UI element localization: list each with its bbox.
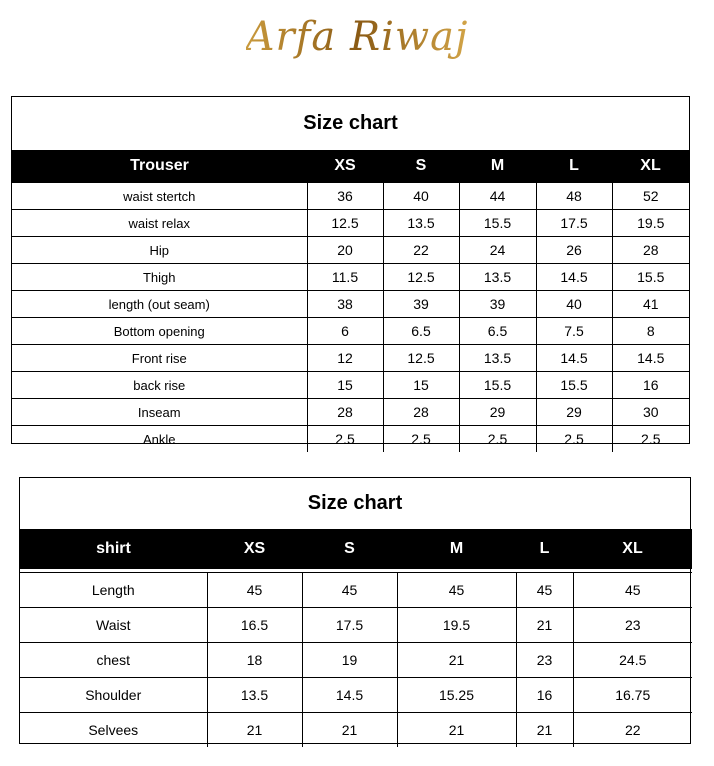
shirt-size-value: 21 [516,608,573,643]
shirt-size-value: 16.75 [573,678,692,713]
shirt-measurement-label: Selvees [20,713,207,748]
trouser-header-row [12,150,689,183]
trouser-size-value: 12 [307,345,383,372]
trouser-size-value: 44 [459,183,536,210]
trouser-table-row [12,291,689,318]
trouser-size-value: 15 [307,372,383,399]
trouser-size-value: 29 [536,399,612,426]
trouser-size-value: 13.5 [459,345,536,372]
trouser-size-value: 14.5 [536,264,612,291]
trouser-measurement-label: waist stertch [12,183,307,210]
brand-logo [0,14,714,60]
shirt-table-row [20,573,692,608]
trouser-size-value: 24 [459,237,536,264]
trouser-table-row [12,183,689,210]
trouser-size-value: 2.5 [459,426,536,453]
trouser-size-value: 12.5 [383,264,459,291]
trouser-header-xs: XS [307,150,383,183]
trouser-size-value: 16 [612,372,689,399]
trouser-measurement-label: Inseam [12,399,307,426]
trouser-header-m: M [459,150,536,183]
shirt-table-body [20,569,692,747]
trouser-size-value: 6.5 [459,318,536,345]
shirt-size-value: 17.5 [302,608,397,643]
trouser-size-value: 2.5 [383,426,459,453]
brand-logo-text: Arfa Riwaj [245,14,469,60]
trouser-header-l: L [536,150,612,183]
trouser-size-value: 13.5 [383,210,459,237]
shirt-header-measurement: shirt [20,529,207,569]
shirt-header-xs: XS [207,529,302,569]
trouser-size-chart [11,96,690,447]
trouser-measurement-label: waist relax [12,210,307,237]
trouser-header-measurement: Trouser [12,150,307,183]
shirt-size-table [20,529,692,747]
trouser-size-value: 12.5 [307,210,383,237]
shirt-size-value: 15.25 [397,678,516,713]
trouser-table-row [12,345,689,372]
shirt-size-chart [19,477,691,744]
trouser-size-value: 38 [307,291,383,318]
trouser-size-value: 28 [307,399,383,426]
trouser-table-row [12,372,689,399]
shirt-size-value: 18 [207,643,302,678]
shirt-size-value: 22 [573,713,692,748]
shirt-size-value: 16.5 [207,608,302,643]
trouser-size-value: 36 [307,183,383,210]
shirt-size-value: 21 [397,643,516,678]
trouser-size-value: 20 [307,237,383,264]
shirt-size-value: 21 [207,713,302,748]
trouser-size-value: 2.5 [536,426,612,453]
trouser-measurement-label: back rise [12,372,307,399]
trouser-size-value: 12.5 [383,345,459,372]
trouser-size-value: 48 [536,183,612,210]
trouser-size-value: 26 [536,237,612,264]
trouser-header-xl: XL [612,150,689,183]
trouser-size-value: 6 [307,318,383,345]
shirt-measurement-label: Length [20,573,207,608]
trouser-size-value: 6.5 [383,318,459,345]
shirt-size-value: 45 [207,573,302,608]
shirt-chart-title: Size chart [307,492,403,514]
shirt-size-value: 45 [397,573,516,608]
trouser-measurement-label: Thigh [12,264,307,291]
trouser-size-value: 52 [612,183,689,210]
trouser-table-row [12,318,689,345]
shirt-size-value: 24.5 [573,643,692,678]
shirt-table-row [20,713,692,748]
trouser-size-value: 2.5 [612,426,689,453]
trouser-size-value: 28 [612,237,689,264]
trouser-measurement-label: Ankle [12,426,307,453]
trouser-size-value: 15.5 [459,372,536,399]
trouser-size-value: 15.5 [459,210,536,237]
trouser-table-row [12,210,689,237]
trouser-size-value: 15.5 [536,372,612,399]
trouser-table-row [12,399,689,426]
shirt-size-value: 19.5 [397,608,516,643]
trouser-size-value: 30 [612,399,689,426]
shirt-table-row [20,643,692,678]
trouser-size-value: 14.5 [612,345,689,372]
shirt-size-value: 13.5 [207,678,302,713]
trouser-size-value: 2.5 [307,426,383,453]
shirt-size-value: 45 [516,573,573,608]
trouser-chart-title: Size chart [303,112,398,134]
shirt-header-xl: XL [573,529,692,569]
trouser-size-table [12,150,689,452]
shirt-size-value: 23 [516,643,573,678]
trouser-size-value: 41 [612,291,689,318]
trouser-size-value: 39 [383,291,459,318]
shirt-size-value: 21 [397,713,516,748]
trouser-size-value: 17.5 [536,210,612,237]
trouser-size-value: 8 [612,318,689,345]
trouser-size-value: 13.5 [459,264,536,291]
shirt-table-row [20,678,692,713]
trouser-size-value: 7.5 [536,318,612,345]
trouser-table-row [12,426,689,453]
shirt-measurement-label: Shoulder [20,678,207,713]
shirt-size-value: 21 [516,713,573,748]
trouser-size-value: 19.5 [612,210,689,237]
shirt-size-value: 14.5 [302,678,397,713]
trouser-size-value: 22 [383,237,459,264]
trouser-measurement-label: Hip [12,237,307,264]
trouser-size-value: 15 [383,372,459,399]
trouser-table-row [12,264,689,291]
shirt-size-value: 23 [573,608,692,643]
shirt-size-value: 16 [516,678,573,713]
trouser-size-value: 40 [536,291,612,318]
shirt-size-value: 19 [302,643,397,678]
shirt-table-row [20,608,692,643]
shirt-measurement-label: Waist [20,608,207,643]
shirt-header-row [20,529,692,569]
shirt-header-m: M [397,529,516,569]
shirt-size-value: 45 [573,573,692,608]
shirt-header-s: S [302,529,397,569]
trouser-table-row [12,237,689,264]
shirt-size-value: 21 [302,713,397,748]
trouser-measurement-label: Bottom opening [12,318,307,345]
trouser-size-value: 15.5 [612,264,689,291]
trouser-measurement-label: length (out seam) [12,291,307,318]
shirt-header-l: L [516,529,573,569]
trouser-size-value: 14.5 [536,345,612,372]
trouser-header-s: S [383,150,459,183]
shirt-size-value: 45 [302,573,397,608]
trouser-size-value: 28 [383,399,459,426]
trouser-size-value: 29 [459,399,536,426]
trouser-size-value: 11.5 [307,264,383,291]
trouser-table-body [12,183,689,453]
shirt-measurement-label: chest [20,643,207,678]
trouser-size-value: 40 [383,183,459,210]
trouser-size-value: 39 [459,291,536,318]
trouser-measurement-label: Front rise [12,345,307,372]
